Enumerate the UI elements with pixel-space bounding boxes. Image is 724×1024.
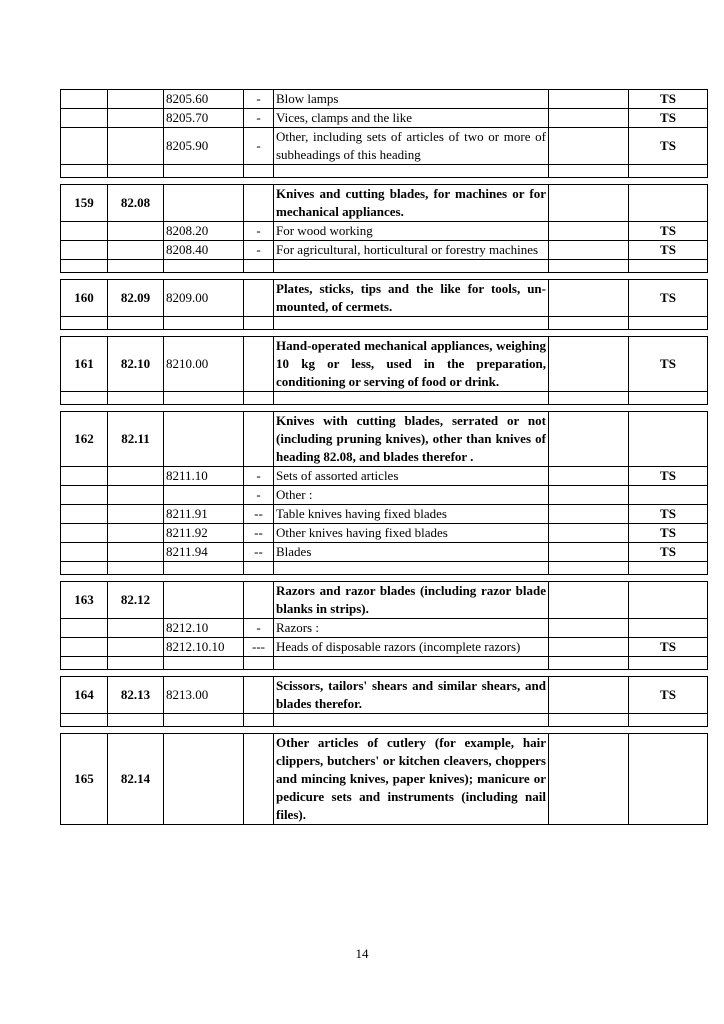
item-no-cell	[61, 619, 108, 638]
tariff-level-dash-cell: -	[244, 486, 274, 505]
item-no-cell	[61, 109, 108, 128]
trade-status-cell	[629, 260, 708, 273]
duty-rate-cell	[549, 657, 629, 670]
heading-no-cell	[108, 260, 164, 273]
description-cell: For agricultural, horticultural or forestry machines	[274, 241, 549, 260]
tariff-table-section	[60, 89, 708, 178]
tariff-code-cell: 8212.10	[164, 619, 244, 638]
duty-rate-cell	[549, 677, 629, 714]
item-no-cell	[61, 165, 108, 178]
heading-no-cell	[108, 109, 164, 128]
duty-rate-cell	[549, 582, 629, 619]
duty-rate-cell	[549, 185, 629, 222]
trade-status-cell	[629, 562, 708, 575]
duty-rate-cell	[549, 467, 629, 486]
item-no-cell	[61, 524, 108, 543]
tariff-level-dash-cell	[244, 337, 274, 392]
duty-rate-cell	[549, 260, 629, 273]
tariff-level-dash-cell: -	[244, 222, 274, 241]
trade-status-cell	[629, 619, 708, 638]
item-no-cell	[61, 467, 108, 486]
tariff-level-dash-cell	[244, 734, 274, 825]
description-cell: Scissors, tailors' shears and similar shears, and blades therefor.	[274, 677, 549, 714]
tariff-code-cell	[164, 657, 244, 670]
item-no-cell	[61, 657, 108, 670]
tariff-level-dash-cell: -	[244, 128, 274, 165]
tariff-code-cell	[164, 317, 244, 330]
duty-rate-cell	[549, 543, 629, 562]
item-no-cell: 162	[61, 412, 108, 467]
description-cell: Knives with cutting blades, serrated or not (including pruning knives), other than knives of heading 82.08, and blades therefor .	[274, 412, 549, 467]
item-no-cell: 159	[61, 185, 108, 222]
item-no-cell: 164	[61, 677, 108, 714]
trade-status-cell	[629, 582, 708, 619]
trade-status-cell: TS	[629, 241, 708, 260]
tariff-level-dash-cell	[244, 185, 274, 222]
tariff-row	[61, 128, 708, 165]
duty-rate-cell	[549, 337, 629, 392]
trade-status-cell: TS	[629, 109, 708, 128]
tariff-level-dash-cell	[244, 582, 274, 619]
description-cell: Other knives having fixed blades	[274, 524, 549, 543]
tariff-code-cell	[164, 714, 244, 727]
description-cell: Sets of assorted articles	[274, 467, 549, 486]
trade-status-cell: TS	[629, 677, 708, 714]
tariff-row	[61, 467, 708, 486]
description-cell: Razors :	[274, 619, 549, 638]
heading-no-cell	[108, 317, 164, 330]
item-no-cell	[61, 392, 108, 405]
tariff-row	[61, 505, 708, 524]
tariff-code-cell: 8209.00	[164, 280, 244, 317]
tariff-code-cell	[164, 486, 244, 505]
trade-status-cell	[629, 486, 708, 505]
description-cell: Other articles of cutlery (for example, hair clippers, butchers' or kitchen cleavers, choppers and mincing knives, paper knives); manicure or pedicure sets and instruments (including nail files).	[274, 734, 549, 825]
duty-rate-cell	[549, 90, 629, 109]
description-cell: Plates, sticks, tips and the like for tools, un-mounted, of cermets.	[274, 280, 549, 317]
tariff-row	[61, 90, 708, 109]
tariff-table-section	[60, 184, 708, 273]
duty-rate-cell	[549, 222, 629, 241]
trade-status-cell: TS	[629, 543, 708, 562]
tariff-code-cell: 8205.70	[164, 109, 244, 128]
tariff-table-section	[60, 279, 708, 330]
description-cell: For wood working	[274, 222, 549, 241]
trade-status-cell	[629, 317, 708, 330]
heading-no-cell	[108, 241, 164, 260]
tariff-code-cell: 8208.40	[164, 241, 244, 260]
tariff-row	[61, 734, 708, 825]
heading-no-cell: 82.14	[108, 734, 164, 825]
tariff-level-dash-cell: --	[244, 543, 274, 562]
tariff-level-dash-cell: -	[244, 467, 274, 486]
tariff-code-cell: 8211.10	[164, 467, 244, 486]
tariff-row	[61, 582, 708, 619]
duty-rate-cell	[549, 734, 629, 825]
tariff-level-dash-cell	[244, 677, 274, 714]
heading-no-cell	[108, 524, 164, 543]
tariff-level-dash-cell	[244, 562, 274, 575]
description-cell	[274, 657, 549, 670]
trade-status-cell	[629, 657, 708, 670]
tariff-level-dash-cell: -	[244, 619, 274, 638]
trade-status-cell	[629, 392, 708, 405]
tariff-code-cell	[164, 392, 244, 405]
item-no-cell	[61, 222, 108, 241]
item-no-cell: 165	[61, 734, 108, 825]
tariff-level-dash-cell	[244, 165, 274, 178]
tariff-table-section	[60, 581, 708, 670]
heading-no-cell	[108, 638, 164, 657]
duty-rate-cell	[549, 128, 629, 165]
tariff-row	[61, 241, 708, 260]
tariff-row	[61, 412, 708, 467]
tariff-row	[61, 337, 708, 392]
tariff-row	[61, 280, 708, 317]
tariff-row	[61, 486, 708, 505]
description-cell: Blades	[274, 543, 549, 562]
tariff-row	[61, 222, 708, 241]
tariff-level-dash-cell	[244, 657, 274, 670]
tariff-level-dash-cell: ---	[244, 638, 274, 657]
trade-status-cell: TS	[629, 222, 708, 241]
duty-rate-cell	[549, 619, 629, 638]
tariff-code-cell	[164, 165, 244, 178]
description-cell: Heads of disposable razors (incomplete razors)	[274, 638, 549, 657]
tariff-table	[60, 89, 707, 831]
heading-no-cell: 82.13	[108, 677, 164, 714]
description-cell: Table knives having fixed blades	[274, 505, 549, 524]
item-no-cell	[61, 260, 108, 273]
tariff-code-cell: 8211.92	[164, 524, 244, 543]
tariff-row	[61, 638, 708, 657]
item-no-cell	[61, 128, 108, 165]
heading-no-cell: 82.11	[108, 412, 164, 467]
tariff-code-cell	[164, 562, 244, 575]
description-cell	[274, 392, 549, 405]
trade-status-cell: TS	[629, 90, 708, 109]
tariff-code-cell: 8205.90	[164, 128, 244, 165]
tariff-table-section	[60, 733, 708, 825]
spacer-row	[61, 657, 708, 670]
duty-rate-cell	[549, 165, 629, 178]
trade-status-cell: TS	[629, 337, 708, 392]
description-cell	[274, 714, 549, 727]
heading-no-cell	[108, 486, 164, 505]
trade-status-cell	[629, 412, 708, 467]
tariff-table-section	[60, 336, 708, 405]
duty-rate-cell	[549, 392, 629, 405]
duty-rate-cell	[549, 524, 629, 543]
spacer-row	[61, 260, 708, 273]
tariff-level-dash-cell: --	[244, 505, 274, 524]
trade-status-cell: TS	[629, 128, 708, 165]
tariff-table-section	[60, 676, 708, 727]
tariff-level-dash-cell	[244, 412, 274, 467]
tariff-code-cell	[164, 185, 244, 222]
duty-rate-cell	[549, 562, 629, 575]
heading-no-cell	[108, 222, 164, 241]
item-no-cell: 161	[61, 337, 108, 392]
heading-no-cell: 82.12	[108, 582, 164, 619]
trade-status-cell	[629, 714, 708, 727]
trade-status-cell	[629, 734, 708, 825]
heading-no-cell	[108, 543, 164, 562]
heading-no-cell	[108, 505, 164, 524]
tariff-code-cell	[164, 582, 244, 619]
heading-no-cell	[108, 90, 164, 109]
heading-no-cell	[108, 619, 164, 638]
description-cell: Hand-operated mechanical appliances, weighing 10 kg or less, used in the preparation, conditioning or serving of food or drink.	[274, 337, 549, 392]
trade-status-cell: TS	[629, 280, 708, 317]
tariff-level-dash-cell: -	[244, 90, 274, 109]
duty-rate-cell	[549, 714, 629, 727]
item-no-cell	[61, 317, 108, 330]
tariff-row	[61, 109, 708, 128]
spacer-row	[61, 317, 708, 330]
description-cell: Vices, clamps and the like	[274, 109, 549, 128]
duty-rate-cell	[549, 638, 629, 657]
heading-no-cell	[108, 467, 164, 486]
spacer-row	[61, 165, 708, 178]
tariff-row	[61, 543, 708, 562]
item-no-cell	[61, 241, 108, 260]
duty-rate-cell	[549, 486, 629, 505]
tariff-code-cell: 8211.91	[164, 505, 244, 524]
tariff-level-dash-cell	[244, 260, 274, 273]
tariff-level-dash-cell: -	[244, 241, 274, 260]
description-cell: Other, including sets of articles of two or more of subheadings of this heading	[274, 128, 549, 165]
item-no-cell	[61, 90, 108, 109]
heading-no-cell: 82.08	[108, 185, 164, 222]
item-no-cell	[61, 505, 108, 524]
tariff-row	[61, 524, 708, 543]
description-cell	[274, 317, 549, 330]
tariff-code-cell: 8211.94	[164, 543, 244, 562]
duty-rate-cell	[549, 280, 629, 317]
description-cell	[274, 165, 549, 178]
duty-rate-cell	[549, 412, 629, 467]
item-no-cell	[61, 486, 108, 505]
duty-rate-cell	[549, 109, 629, 128]
tariff-level-dash-cell	[244, 392, 274, 405]
duty-rate-cell	[549, 241, 629, 260]
tariff-code-cell: 8205.60	[164, 90, 244, 109]
spacer-row	[61, 392, 708, 405]
tariff-code-cell: 8212.10.10	[164, 638, 244, 657]
tariff-level-dash-cell	[244, 280, 274, 317]
trade-status-cell: TS	[629, 524, 708, 543]
description-cell: Razors and razor blades (including razor blade blanks in strips).	[274, 582, 549, 619]
description-cell	[274, 562, 549, 575]
heading-no-cell: 82.10	[108, 337, 164, 392]
tariff-code-cell: 8208.20	[164, 222, 244, 241]
heading-no-cell	[108, 657, 164, 670]
item-no-cell	[61, 543, 108, 562]
duty-rate-cell	[549, 317, 629, 330]
heading-no-cell: 82.09	[108, 280, 164, 317]
heading-no-cell	[108, 562, 164, 575]
item-no-cell: 163	[61, 582, 108, 619]
trade-status-cell	[629, 185, 708, 222]
spacer-row	[61, 562, 708, 575]
tariff-table-section	[60, 411, 708, 575]
trade-status-cell	[629, 165, 708, 178]
trade-status-cell: TS	[629, 638, 708, 657]
item-no-cell	[61, 638, 108, 657]
spacer-row	[61, 714, 708, 727]
tariff-level-dash-cell: --	[244, 524, 274, 543]
tariff-code-cell	[164, 260, 244, 273]
tariff-level-dash-cell	[244, 714, 274, 727]
tariff-level-dash-cell: -	[244, 109, 274, 128]
description-cell	[274, 260, 549, 273]
description-cell: Blow lamps	[274, 90, 549, 109]
item-no-cell	[61, 714, 108, 727]
tariff-code-cell: 8213.00	[164, 677, 244, 714]
trade-status-cell: TS	[629, 505, 708, 524]
description-cell: Other :	[274, 486, 549, 505]
description-cell: Knives and cutting blades, for machines or for mechanical appliances.	[274, 185, 549, 222]
tariff-row	[61, 619, 708, 638]
item-no-cell	[61, 562, 108, 575]
page-number: 14	[355, 946, 369, 961]
trade-status-cell: TS	[629, 467, 708, 486]
heading-no-cell	[108, 165, 164, 178]
tariff-level-dash-cell	[244, 317, 274, 330]
heading-no-cell	[108, 714, 164, 727]
duty-rate-cell	[549, 505, 629, 524]
heading-no-cell	[108, 128, 164, 165]
tariff-row	[61, 677, 708, 714]
tariff-row	[61, 185, 708, 222]
tariff-code-cell: 8210.00	[164, 337, 244, 392]
tariff-code-cell	[164, 734, 244, 825]
item-no-cell: 160	[61, 280, 108, 317]
heading-no-cell	[108, 392, 164, 405]
tariff-code-cell	[164, 412, 244, 467]
